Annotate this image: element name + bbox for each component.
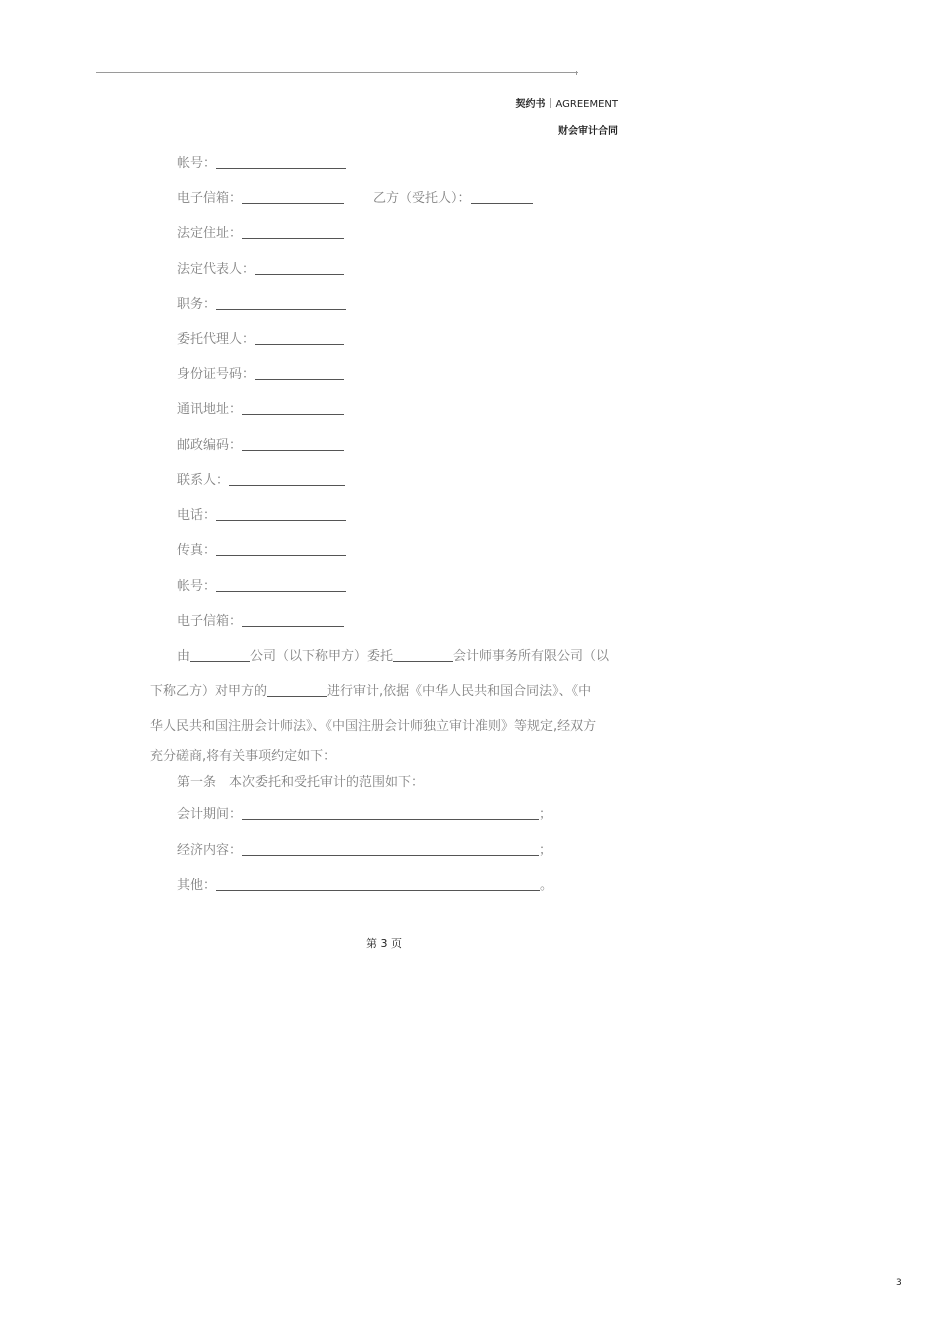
field-id-number: 身份证号码： <box>177 366 344 384</box>
header-brand <box>515 95 618 110</box>
field-phone: 电话： <box>177 507 346 525</box>
account-blank[interactable] <box>216 156 346 169</box>
corner-page-number: 3 <box>896 1278 902 1288</box>
header-rule <box>96 72 578 73</box>
contact-blank[interactable] <box>229 473 345 486</box>
field-other: 其他： 。 <box>177 878 554 893</box>
phone-blank[interactable] <box>216 508 346 521</box>
field-legal-rep: 法定代表人： <box>177 261 344 279</box>
legal-address-blank[interactable] <box>242 226 344 239</box>
postcode-blank[interactable] <box>242 438 344 451</box>
header-subtitle: 财会审计合同 <box>558 126 618 137</box>
agent-blank[interactable] <box>255 332 344 345</box>
header-rule-tick <box>576 71 577 75</box>
intro-line-1: 由 公司（以下称甲方）委托 会计师事务所有限公司（以 <box>177 649 610 664</box>
economic-content-blank[interactable] <box>242 843 539 856</box>
accounting-period-blank[interactable] <box>242 807 539 820</box>
field-account-2: 帐号： <box>177 578 346 596</box>
brand-title: 契约书 <box>515 99 546 110</box>
fax-blank[interactable] <box>216 543 346 556</box>
firm-b-blank[interactable] <box>393 649 453 662</box>
other-blank[interactable] <box>216 878 540 891</box>
account-2-blank[interactable] <box>216 579 346 592</box>
field-email: 电子信箱： <box>177 190 344 208</box>
position-blank[interactable] <box>216 297 346 310</box>
page-label: 第 3 页 <box>366 937 402 950</box>
id-number-blank[interactable] <box>255 367 344 380</box>
field-agent: 委托代理人： <box>177 331 344 349</box>
email-2-blank[interactable] <box>242 614 344 627</box>
intro-line-3: 华人民共和国注册会计师法》、《中国注册会计师独立审计准则》等规定,经双方 <box>150 719 597 734</box>
field-contact: 联系人： <box>177 472 345 490</box>
field-party-b: 乙方（受托人）： <box>373 190 533 208</box>
field-economic-content: 经济内容： ； <box>177 843 553 858</box>
intro-line-2: 下称乙方）对甲方的 进行审计,依据《中华人民共和国合同法》、《中 <box>150 684 592 699</box>
field-fax: 传真： <box>177 542 346 560</box>
article-1-title: 第一条 本次委托和受托审计的范围如下： <box>177 775 425 790</box>
field-mail-address: 通讯地址： <box>177 401 344 419</box>
audit-object-blank[interactable] <box>267 684 327 697</box>
field-postcode: 邮政编码： <box>177 437 344 455</box>
email-blank[interactable] <box>242 191 344 204</box>
field-accounting-period: 会计期间： ； <box>177 807 553 822</box>
field-account: 帐号： <box>177 155 346 173</box>
party-b-blank[interactable] <box>471 191 533 204</box>
field-position: 职务： <box>177 296 346 314</box>
brand-english: ｜AGREEMENT <box>545 99 618 110</box>
field-legal-address: 法定住址： <box>177 225 344 243</box>
field-email-2: 电子信箱： <box>177 613 344 631</box>
company-a-blank[interactable] <box>190 649 250 662</box>
mail-address-blank[interactable] <box>242 402 344 415</box>
legal-rep-blank[interactable] <box>255 262 344 275</box>
intro-line-4: 充分磋商,将有关事项约定如下： <box>150 749 337 764</box>
